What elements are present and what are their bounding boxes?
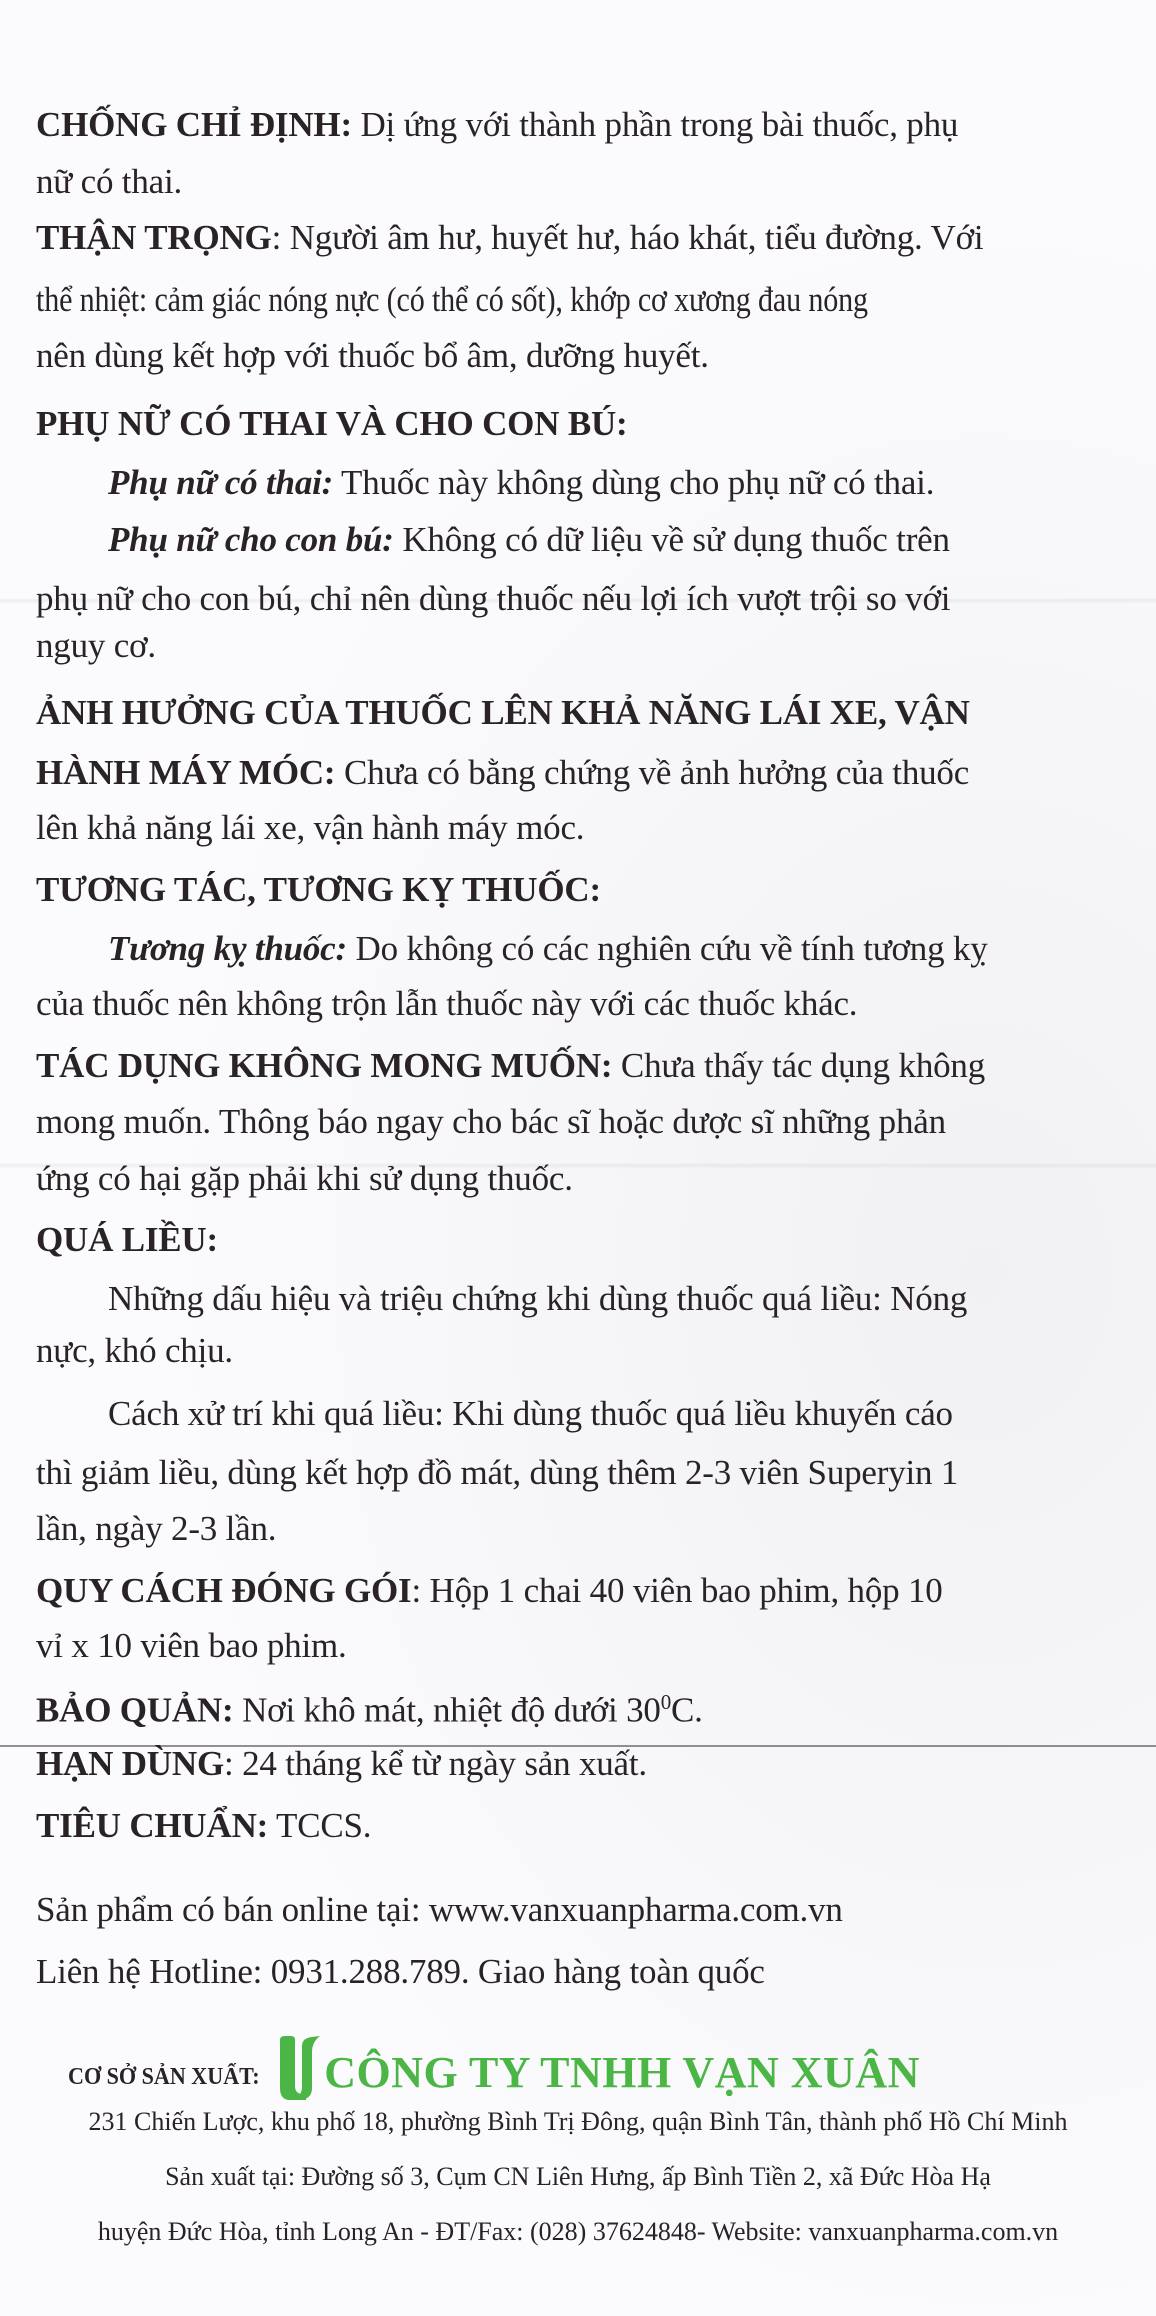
pregnancy-pregnant-line (108, 461, 934, 505)
packaging-colon: : (411, 1571, 421, 1610)
storage-heading: BẢO QUẢN: (36, 1690, 234, 1730)
precautions-text: nên dùng kết hợp với thuốc bổ âm, dưỡng huyết. (36, 336, 709, 375)
driving-line-3 (36, 806, 584, 850)
overdose-signs-line-2: nực, khó chịu. (36, 1331, 233, 1370)
standard-text: TCCS. (276, 1806, 372, 1845)
driving-line-2 (36, 751, 969, 795)
side-effects-text: Chưa thấy tác dụng không (620, 1046, 986, 1085)
side-effects-text: ứng có hại gặp phải khi sử dụng thuốc. (36, 1159, 573, 1198)
hotline-line: Liên hệ Hotline: 0931.288.789. Giao hàng toàn quốc (36, 1952, 765, 1991)
breastfeeding-text: Không có dữ liệu về sử dụng thuốc trên (402, 520, 950, 559)
contraindications-heading: CHỐNG CHỈ ĐỊNH: (36, 105, 352, 144)
side-effects-heading: TÁC DỤNG KHÔNG MONG MUỐN: (36, 1046, 613, 1085)
packaging-heading: QUY CÁCH ĐÓNG GÓI (36, 1571, 412, 1610)
breastfeeding-label: Phụ nữ cho con bú: (108, 520, 394, 559)
degree-symbol: 0 (660, 1690, 672, 1714)
vanxuan-u-logo-icon (276, 2036, 320, 2100)
precautions-text: Người âm hư, huyết hư, háo khát, tiểu đường. Với (289, 218, 984, 257)
shelf-life-line (36, 1742, 647, 1786)
breastfeeding-text: nguy cơ. (36, 626, 156, 665)
factory-address-line-2: huyện Đức Hòa, tỉnh Long An - ĐT/Fax: (028) 37624848- Website: vanxuanpharma.com.vn (97, 2217, 1059, 2246)
incompatibility-label: Tương kỵ thuốc: (108, 929, 347, 968)
online-sales-line: Sản phẩm có bán online tại: www.vanxuanpharma.com.vn (36, 1890, 843, 1929)
interactions-line-1 (108, 927, 988, 971)
storage-unit: C. (671, 1690, 703, 1730)
packaging-line-2 (36, 1624, 347, 1668)
side-effects-text: mong muốn. Thông báo ngay cho bác sĩ hoặc dược sĩ những phản (36, 1102, 946, 1141)
overdose-treatment-line-1: Cách xử trí khi quá liều: Khi dùng thuốc quá liều khuyến cáo (108, 1394, 953, 1433)
shelf-life-text: 24 tháng kể từ ngày sản xuất. (242, 1744, 647, 1783)
factory-address-line-1: Sản xuất tại: Đường số 3, Cụm CN Liên Hưng, ấp Bình Tiền 2, xã Đức Hòa Hạ (165, 2162, 991, 2191)
manufacturer-row (68, 2030, 920, 2100)
overdose-signs-line-1: Những dấu hiệu và triệu chứng khi dùng thuốc quá liều: Nóng (108, 1279, 968, 1318)
packaging-text: vỉ x 10 viên bao phim. (36, 1626, 347, 1665)
contraindications-line-1 (36, 103, 958, 147)
pregnancy-heading: PHỤ NỮ CÓ THAI VÀ CHO CON BÚ: (36, 404, 628, 443)
overdose-heading: QUÁ LIỀU: (36, 1220, 218, 1259)
driving-text: Chưa có bằng chứng về ảnh hưởng của thuốc (343, 753, 970, 792)
manufacturer-label: CƠ SỞ SẢN XUẤT: (68, 2064, 260, 2090)
company-name: CÔNG TY TNHH VẠN XUÂN (324, 2048, 920, 2097)
packaging-text: Hộp 1 chai 40 viên bao phim, hộp 10 (429, 1571, 943, 1610)
precautions-colon: : (271, 218, 282, 257)
shelf-life-colon: : (223, 1744, 234, 1783)
storage-line (36, 1680, 703, 1730)
pregnancy-breastfeeding-line-3 (36, 624, 156, 668)
interactions-line-2 (36, 982, 857, 1026)
standard-heading: TIÊU CHUẨN: (36, 1806, 269, 1845)
contraindications-text: nữ có thai. (36, 162, 183, 201)
contraindications-text: Dị ứng với thành phần trong bài thuốc, phụ (360, 105, 959, 144)
driving-text: lên khả năng lái xe, vận hành máy móc. (36, 808, 585, 847)
pregnant-label: Phụ nữ có thai: (108, 463, 334, 502)
side-effects-line-2 (36, 1100, 946, 1144)
overdose-treatment-line-3: lần, ngày 2-3 lần. (36, 1509, 277, 1548)
breastfeeding-text: phụ nữ cho con bú, chỉ nên dùng thuốc nếu lợi ích vượt trội so với (36, 579, 951, 618)
overdose-treatment-line-2: thì giảm liều, dùng kết hợp đồ mát, dùng thêm 2-3 viên Superyin 1 (36, 1453, 959, 1492)
standard-line (36, 1804, 371, 1848)
pregnancy-breastfeeding-line-1 (108, 518, 950, 562)
contraindications-line-2 (36, 160, 182, 204)
interactions-text: của thuốc nên không trộn lẫn thuốc này với các thuốc khác. (36, 984, 858, 1023)
precautions-line-2 (36, 278, 1003, 322)
precautions-heading: THẬN TRỌNG (36, 218, 272, 257)
side-effects-line-1 (36, 1044, 985, 1088)
company-address: 231 Chiến Lược, khu phố 18, phường Bình Trị Đông, quận Bình Tân, thành phố Hồ Chí Minh (88, 2107, 1068, 2136)
precautions-text: thể nhiệt: cảm giác nóng nực (có thể có sốt), khớp cơ xương đau nóng (36, 280, 868, 319)
precautions-line-3 (36, 334, 709, 378)
interactions-heading: TƯƠNG TÁC, TƯƠNG KỴ THUỐC: (36, 870, 601, 909)
pregnant-text: Thuốc này không dùng cho phụ nữ có thai. (341, 463, 935, 502)
side-effects-line-3 (36, 1157, 573, 1201)
interactions-text: Do không có các nghiên cứu về tính tương kỵ (355, 929, 988, 968)
storage-text: Nơi khô mát, nhiệt độ dưới 30 (242, 1690, 661, 1730)
driving-heading-line-1: ẢNH HƯỞNG CỦA THUỐC LÊN KHẢ NĂNG LÁI XE, VẬN (36, 693, 970, 732)
pregnancy-breastfeeding-line-2 (36, 577, 950, 621)
packaging-line-1 (36, 1569, 943, 1613)
precautions-line-1 (36, 216, 983, 260)
shelf-life-heading: HẠN DÙNG (36, 1744, 224, 1783)
driving-heading-line-2: HÀNH MÁY MÓC: (36, 753, 336, 792)
